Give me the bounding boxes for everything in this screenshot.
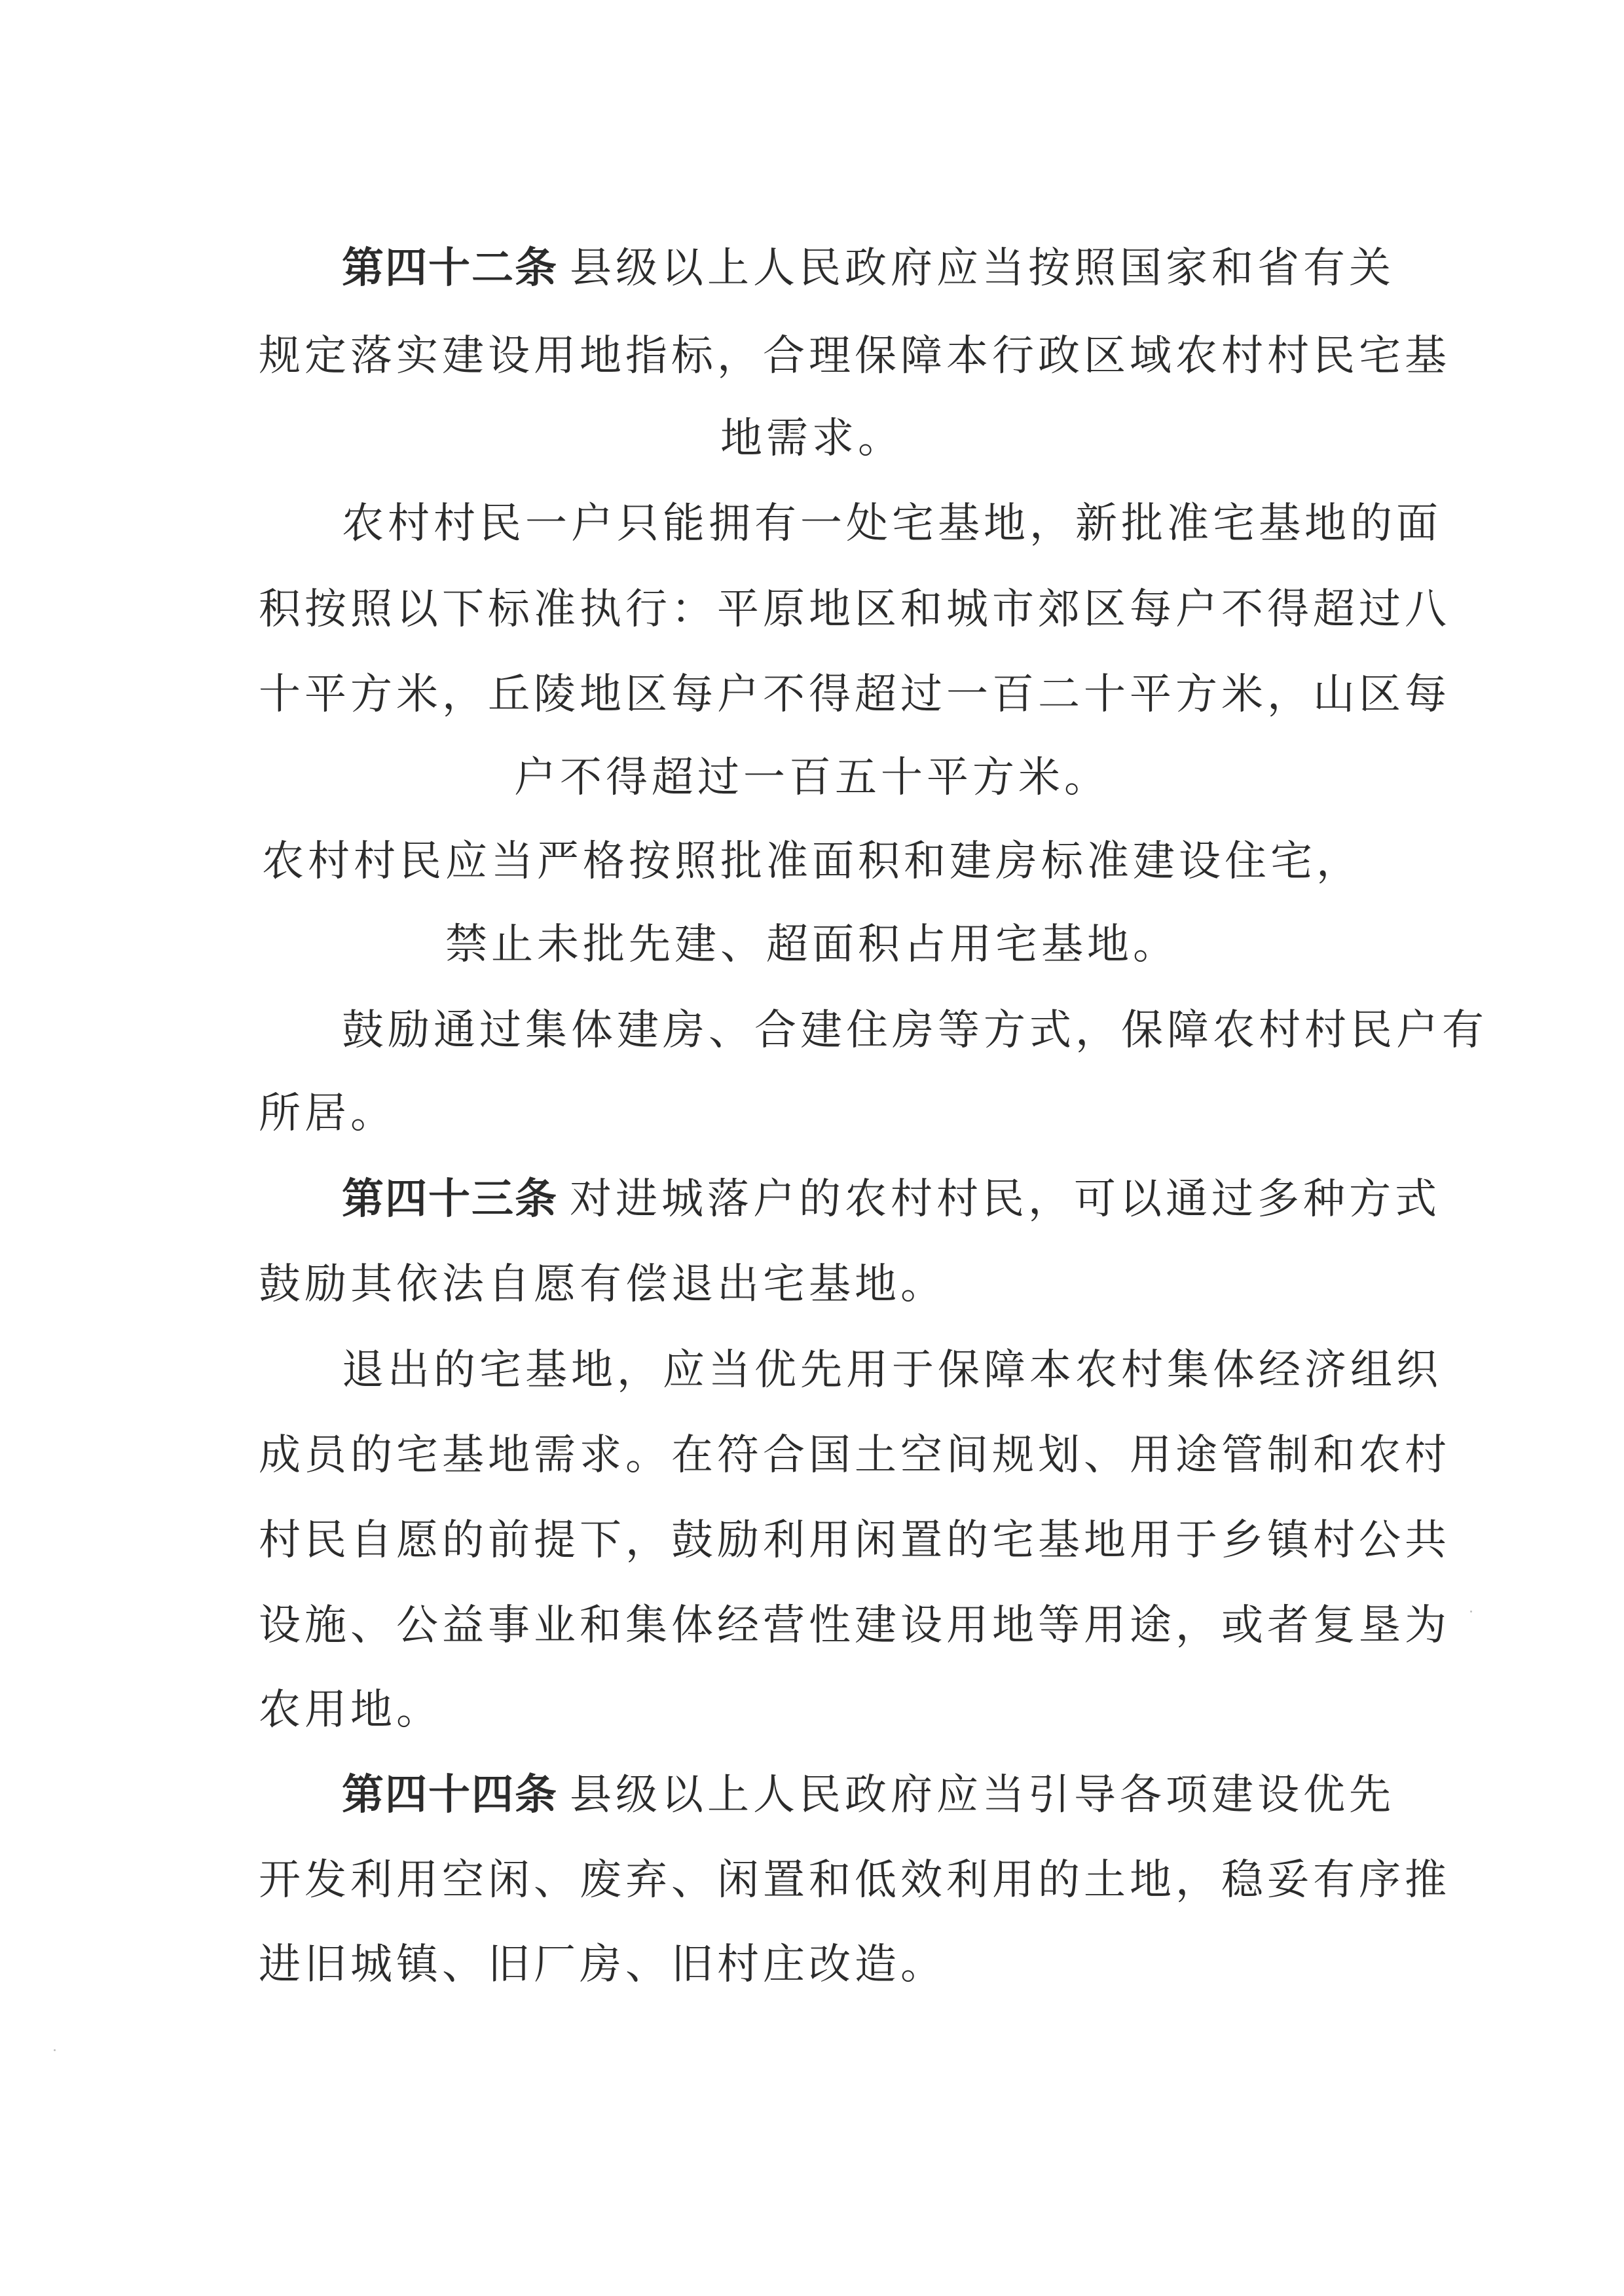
article-43-heading: 第四十三条 [342, 1175, 558, 1224]
collective-housing-line-2: 所居。 [259, 1089, 396, 1138]
construction-rule-line-1: 农村村民应当严格按照批准面积和建房标准建设住宅， [262, 837, 1362, 886]
withdrawn-homestead-line-3: 村民自愿的前提下，鼓励利用闲置的宅基地用于乡镇村公共 [259, 1516, 1450, 1565]
article-44-heading: 第四十四条 [342, 1771, 558, 1819]
withdrawn-homestead-line-1: 退出的宅基地，应当优先用于保障本农村集体经济组织 [342, 1346, 1442, 1394]
homestead-limit-line-3: 十平方米，丘陵地区每户不得超过一百二十平方米，山区每 [259, 670, 1450, 719]
collective-housing-line-1: 鼓励通过集体建房、合建住房等方式，保障农村村民户有 [342, 1006, 1488, 1055]
article-42-text-1: 县级以上人民政府应当按照国家和省有关 [570, 244, 1395, 293]
scan-speck [54, 2049, 56, 2051]
article-44-line-1 [0, 1764, 1624, 1827]
withdrawn-homestead-line-5: 农用地。 [259, 1686, 442, 1734]
withdrawn-homestead-line-2: 成员的宅基地需求。在符合国土空间规划、用途管制和农村 [259, 1431, 1450, 1480]
scan-speck [1470, 1611, 1472, 1613]
article-43-text-1: 对进城落户的农村村民，可以通过多种方式 [570, 1175, 1441, 1224]
homestead-limit-line-4: 户不得超过一百五十平方米。 [514, 754, 1110, 802]
article-44-line-2: 开发利用空闲、废弃、闲置和低效利用的土地，稳妥有序推 [259, 1856, 1450, 1904]
article-42-line-3: 地需求。 [720, 414, 904, 463]
article-42-heading: 第四十二条 [342, 244, 558, 293]
homestead-limit-line-2: 积按照以下标准执行：平原地区和城市郊区每户不得超过八 [259, 585, 1450, 634]
article-42-line-2: 规定落实建设用地指标，合理保障本行政区域农村村民宅基 [259, 332, 1450, 380]
article-43-line-1 [0, 1168, 1624, 1231]
article-44-text-1: 县级以上人民政府应当引导各项建设优先 [570, 1771, 1395, 1819]
withdrawn-homestead-line-4: 设施、公益事业和集体经营性建设用地等用途，或者复垦为 [259, 1601, 1450, 1650]
homestead-limit-line-1: 农村村民一户只能拥有一处宅基地，新批准宅基地的面 [342, 500, 1442, 548]
article-43-line-2: 鼓励其依法自愿有偿退出宅基地。 [259, 1260, 946, 1309]
article-42-line-1 [0, 237, 1624, 300]
construction-rule-line-2: 禁止未批先建、超面积占用宅基地。 [445, 920, 1179, 969]
article-44-line-3: 进旧城镇、旧厂房、旧村庄改造。 [259, 1941, 946, 1989]
